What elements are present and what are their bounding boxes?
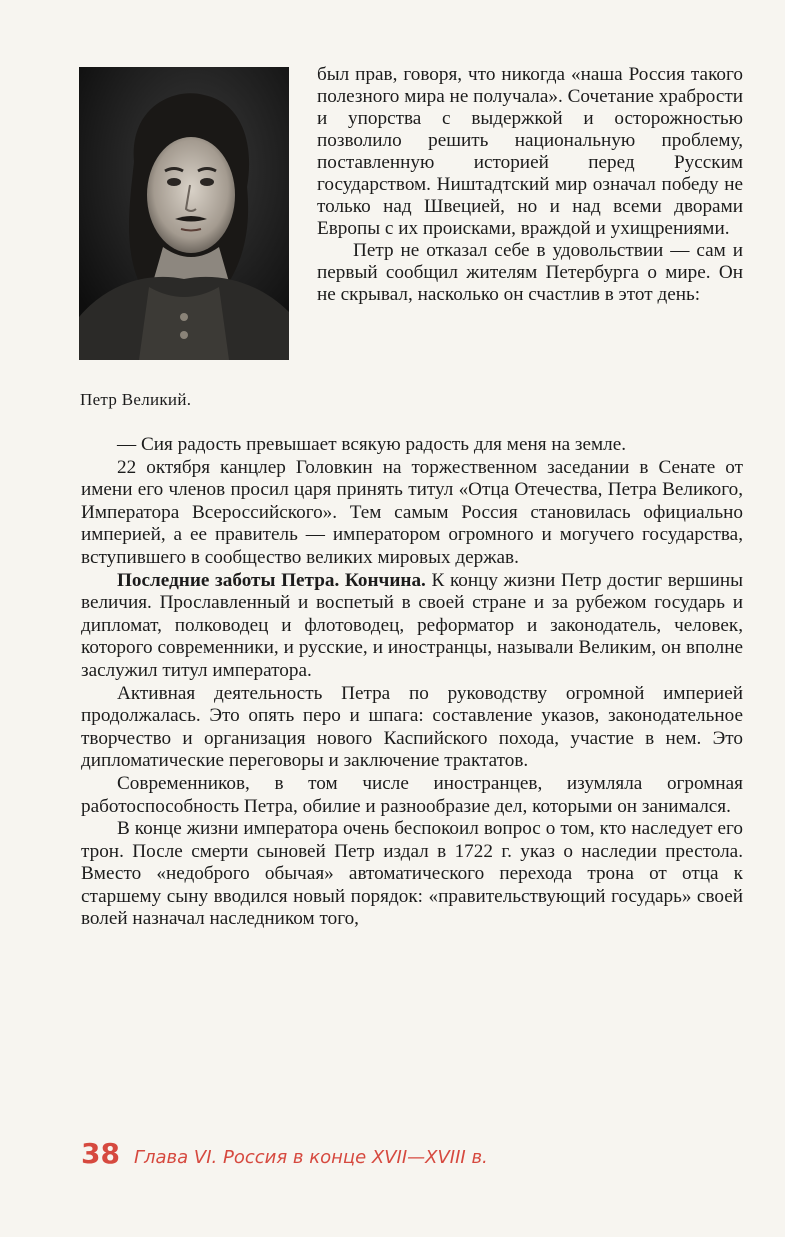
paragraph-last-concerns	[81, 570, 743, 683]
page-footer	[81, 1137, 488, 1170]
paragraph-nystad-peace: был прав, говоря, что никогда «наша Россия такого полезного мира не получала». Сочетание храбрости и упорства с выдержкой и осторожностью позволило решить национальную проблему, поставленную историей перед Русским государством. Ништадтский мир означал победу не только над Швецией, но и над всеми дворами Европы с их происками, враждой и ухищрениями.	[317, 64, 743, 239]
paragraph-announcement: Петр не отказал себе в удовольствии — сам и первый сообщил жителям Петербурга о мире. Он не скрывал, насколько он счастлив в этот день:	[317, 240, 743, 305]
chapter-title: Глава VI. Россия в конце XVII—XVIII в.	[133, 1147, 488, 1168]
portrait-image	[79, 67, 289, 360]
paragraph-contemporaries: Современников, в том числе иностранцев, изумляла огромная работоспособность Петра, обилие и разнообразие дел, которыми он занимался.	[81, 772, 743, 817]
main-body-text	[81, 434, 743, 931]
section-heading: Последние заботы Петра. Кончина.	[117, 569, 426, 591]
paragraph-activity: Активная деятельность Петра по руководству огромной империей продолжалась. Это опять перо и шпага: составление указов, законодательное творчество и организация нового Каспийского похода, участие в нем. Это дипломатические переговоры и заключение трактатов.	[81, 682, 743, 772]
section-paragraph-text: К концу жизни Петр достиг вершины величия. Прославленный и воспетый в своей стране и за рубежом государь и дипломат, полководец и флотоводец, реформатор и законодатель, человек, которого современники, и русские, и иностранцы, называли Великим, он вполне заслужил титул императора.	[81, 569, 743, 681]
page-number: 38	[81, 1137, 120, 1170]
quote-paragraph: — Сия радость превышает всякую радость для меня на земле.	[117, 434, 627, 455]
paragraph-succession: В конце жизни императора очень беспокоил вопрос о том, кто наследует его трон. После смерти сыновей Петр издал в 1722 г. указ о наследии престола. Вместо «недоброго обычая» автоматического перехода трона от отца к старшему сыну вводился новый порядок: «правительствующий государь» своей волей назначал наследником того,	[81, 818, 743, 930]
peter-the-great-portrait	[79, 67, 289, 360]
side-column-text	[317, 64, 743, 306]
paragraph-emperor-title: 22 октября канцлер Головкин на торжественном заседании в Сенате от имени его членов просил царя принять титул «Отца Отечества, Петра Великого, Императора Всероссийского». Тем самым Россия становилась официально империей, а ее правитель — императором огромного и могучего государства, вступившего в сообщество великих мировых держав.	[81, 456, 743, 568]
portrait-caption: Петр Великий.	[80, 390, 192, 409]
